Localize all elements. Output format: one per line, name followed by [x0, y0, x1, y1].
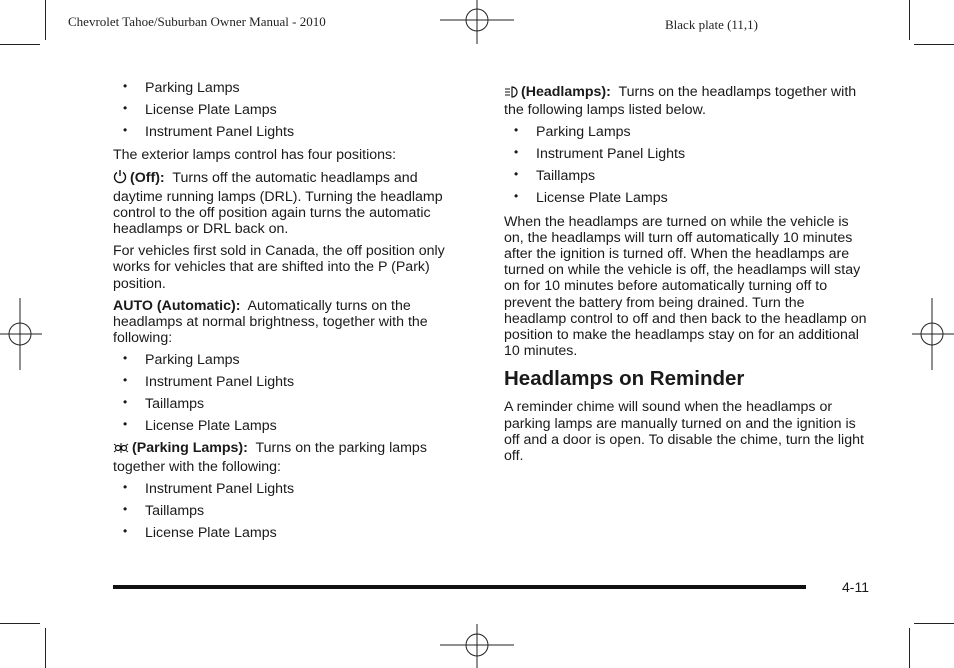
list-item: • License Plate Lamps [123, 523, 277, 541]
header-right: Black plate (11,1) [665, 17, 759, 32]
list-item: • Parking Lamps [514, 123, 631, 141]
list-item: • Instrument Panel Lights [514, 145, 686, 163]
left-column [113, 80, 463, 547]
lamp-list-4 [504, 124, 869, 206]
list-item: • Instrument Panel Lights [123, 373, 295, 391]
headlamps-paragraph: (Headlamps): Turns on the headlamps together with the following lamps listed below. [504, 84, 857, 119]
power-off-icon [113, 169, 127, 188]
list-item: • Taillamps [123, 395, 205, 413]
canada-paragraph: For vehicles first sold in Canada, the off position only works for vehicles that are shifted into the P (Park) position. [113, 243, 445, 292]
positions-intro: The exterior lamps control has four positions: [113, 147, 397, 164]
list-item: • Instrument Panel Lights [123, 123, 295, 140]
parking-lamps-icon [113, 442, 129, 458]
list-item: • License Plate Lamps [514, 189, 668, 207]
parking-paragraph: (Parking Lamps): Turns on the parking lamps together with the following: [113, 440, 427, 475]
lamp-list-2 [113, 352, 463, 434]
lamp-list-1 [113, 80, 463, 140]
list-item: • Parking Lamps [123, 79, 240, 96]
list-item: • License Plate Lamps [123, 417, 277, 435]
section-heading: Headlamps on Reminder [504, 367, 745, 391]
registration-mark-right [912, 298, 954, 370]
auto-off-paragraph: When the headlamps are turned on while the vehicle is on, the headlamps will turn off automatically 10 minutes after the ignition is turned off. When the headlamps are turned on while the vehicle is off, the headlamps will stay on for 10 minutes before automatically turning off to prevent the battery from being drained. Turn the headlamp control to off and then back to the headlamp on position to make the headlamps stay on for an additional 10 minutes. [504, 213, 867, 360]
reminder-paragraph: A reminder chime will sound when the headlamps or parking lamps are manually turned on and the ignition is off and a door is open. To disable the chime, turn the light off. [504, 399, 864, 465]
list-item: • License Plate Lamps [123, 101, 277, 118]
registration-mark-bottom [440, 624, 514, 668]
headlamp-icon [504, 86, 518, 102]
right-column [504, 84, 869, 470]
list-item: • Taillamps [514, 167, 596, 185]
page-number: 4-11 [842, 579, 869, 595]
list-item: • Parking Lamps [123, 351, 240, 369]
lamp-list-3 [113, 481, 463, 541]
list-item: • Instrument Panel Lights [123, 479, 295, 497]
registration-mark-left [0, 298, 42, 370]
footer-rule [113, 585, 806, 589]
auto-paragraph: AUTO (Automatic): Automatically turns on the headlamps at normal brightness, together with the following: [113, 297, 428, 347]
off-paragraph: (Off): Turns off the automatic headlamps and daytime running lamps (DRL). Turning the headlamp control to the off position again turns the automatic headlamps or DRL back on. [113, 170, 443, 238]
registration-mark-top [440, 0, 514, 44]
list-item: • Taillamps [123, 501, 205, 519]
header-left: Chevrolet Tahoe/Suburban Owner Manual - 2010 [68, 14, 326, 29]
